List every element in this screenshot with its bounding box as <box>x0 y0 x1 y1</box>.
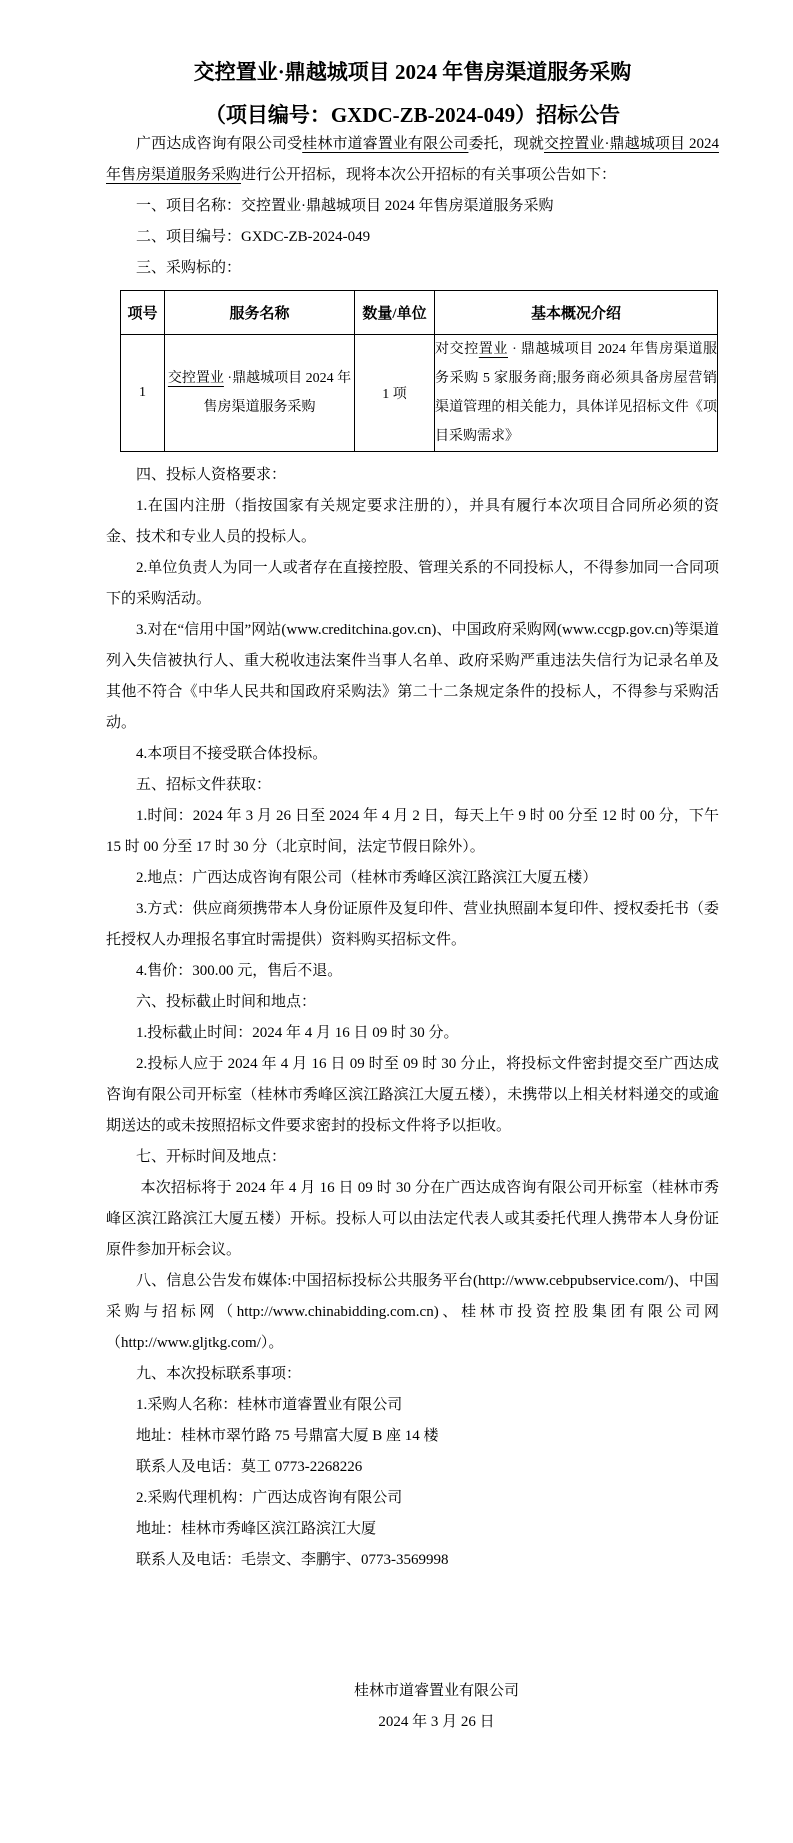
description-underlined-part: 置业 <box>478 342 508 357</box>
service-name-rest: ·鼎越城项目 2024 年售房渠道服务采购 <box>203 371 352 415</box>
doc-price: 4.售价：300.00 元，售后不退。 <box>136 963 343 979</box>
section-4-heading: 四、投标人资格要求： <box>136 467 287 483</box>
procurement-table-header <box>121 291 718 335</box>
cell-description <box>435 335 718 452</box>
qualification-item-4: 4.本项目不接受联合体投标。 <box>136 746 328 762</box>
procurement-items-table <box>120 290 718 452</box>
section-8-media: 八、信息公告发布媒体:中国招标投标公共服务平台(http://www.cebpubservice.com/)、中国采购与招标网（http://www.chinabidding.com.cn)、桂林市投资控股集团有限公司网（http://www.gljtkg.com/）。 <box>106 1273 719 1351</box>
section-2-project-number: 二、项目编号：GXDC-ZB-2024-049 <box>136 229 371 245</box>
project-name-underlined: 交控置业·鼎越城项目 2024 年售房渠道服务采购 <box>106 136 719 183</box>
qualification-item-1: 1.在国内注册（指按国家有关规定要求注册的），并具有履行本次项目合同所必须的资金、技术和专业人员的投标人。 <box>106 498 719 545</box>
doc-acquisition-method: 3.方式：供应商须携带本人身份证原件及复印件、营业执照副本复印件、授权委托书（委托授权人办理报名事宜时需提供）资料购买招标文件。 <box>106 901 719 948</box>
agency-entrust-text: 广西达成咨询有限公司受 <box>136 136 303 152</box>
section-3-procurement-subject-heading: 三、采购标的： <box>136 260 242 276</box>
intro-paragraph <box>106 129 719 191</box>
section-9-heading: 九、本次投标联系事项： <box>136 1366 302 1382</box>
intro-closing-text: 进行公开招标，现将本次公开招标的有关事项公告如下： <box>241 167 617 183</box>
table-row <box>121 335 718 452</box>
col-header-service-name: 服务名称 <box>165 291 355 335</box>
doc-acquisition-location: 2.地点：广西达成咨询有限公司（桂林市秀峰区滨江路滨江大厦五楼） <box>136 870 598 886</box>
bid-deadline: 1.投标截止时间：2024 年 4 月 16 日 09 时 30 分。 <box>136 1025 459 1041</box>
purchaser-address: 地址：桂林市翠竹路 75 号鼎富大厦 B 座 14 楼 <box>136 1428 439 1444</box>
qualification-item-2: 2.单位负责人为同一人或者存在直接控股、管理关系的不同投标人，不得参加同一合同项下的采购活动。 <box>106 560 719 607</box>
cell-quantity: 1 项 <box>355 335 435 452</box>
procurement-table-body <box>121 335 718 452</box>
entrust-connector-text: 委托，现就 <box>468 136 544 152</box>
section-1-project-name: 一、项目名称：交控置业·鼎越城项目 2024 年售房渠道服务采购 <box>136 198 554 214</box>
purchaser-contact: 联系人及电话：莫工 0773-2268226 <box>136 1459 363 1475</box>
col-header-quantity-unit: 数量/单位 <box>355 291 435 335</box>
col-header-item-no: 项号 <box>121 291 165 335</box>
signature-date: 2024 年 3 月 26 日 <box>378 1714 495 1730</box>
signature-block <box>354 1676 519 1738</box>
client-company-underlined: 桂林市道睿置业有限公司 <box>302 136 469 152</box>
section-7-heading: 七、开标时间及地点： <box>136 1149 287 1165</box>
signature-company: 桂林市道睿置业有限公司 <box>353 1683 519 1699</box>
agent-name: 2.采购代理机构：广西达成咨询有限公司 <box>136 1490 403 1506</box>
document-title-line-1: 交控置业·鼎越城项目 2024 年售房渠道服务采购 <box>193 60 632 84</box>
purchaser-name: 1.采购人名称：桂林市道睿置业有限公司 <box>136 1397 403 1413</box>
agent-address: 地址：桂林市秀峰区滨江路滨江大厦 <box>136 1521 377 1537</box>
bid-opening-info: 本次招标将于 2024 年 4 月 16 日 09 时 30 分在广西达成咨询有限公司开标室（桂林市秀峰区滨江路滨江大厦五楼）开标。投标人可以由法定代表人或其委托代理人携带本人身份证原件参加开标会议。 <box>106 1180 719 1258</box>
qualification-item-3: 3.对在“信用中国”网站(www.creditchina.gov.cn)、中国政府采购网(www.ccgp.gov.cn)等渠道列入失信被执行人、重大税收违法案件当事人名单、政府采购严重违法失信行为记录名单及其他不符合《中华人民共和国政府采购法》第二十二条规定条件的投标人，不得参与采购活动。 <box>106 622 719 731</box>
col-header-overview: 基本概况介绍 <box>435 291 718 335</box>
service-name-underlined-part: 交控置业 <box>167 371 224 386</box>
doc-acquisition-time: 1.时间：2024 年 3 月 26 日至 2024 年 4 月 2 日，每天上午 9 时 00 分至 12 时 00 分，下午 15 时 00 分至 17 时 30 分（北京时间，法定节假日除外）。 <box>106 808 719 855</box>
cell-item-no: 1 <box>121 335 165 452</box>
agent-contact: 联系人及电话：毛崇文、李鹏宇、0773-3569998 <box>136 1552 449 1568</box>
section-5-heading: 五、招标文件获取： <box>136 777 272 793</box>
section-6-heading: 六、投标截止时间和地点： <box>136 994 317 1010</box>
description-rest: · 鼎越城项目 2024 年售房渠道服务采购 5 家服务商;服务商必须具备房屋营销渠道管理的相关能力，具体详见招标文件《项目采购需求》 <box>435 342 718 444</box>
table-header-row <box>121 291 718 335</box>
document-title-line-2: （项目编号：GXDC-ZB-2024-049）招标公告 <box>204 103 621 127</box>
cell-service-name <box>165 335 355 452</box>
bid-submission-requirement: 2.投标人应于 2024 年 4 月 16 日 09 时至 09 时 30 分止，将投标文件密封提交至广西达成咨询有限公司开标室（桂林市秀峰区滨江路滨江大厦五楼），未携带以上相关材料递交的或逾期送达的或未按照招标文件要求密封的投标文件将予以拒收。 <box>106 1056 719 1134</box>
description-prefix: 对交控 <box>435 342 479 357</box>
